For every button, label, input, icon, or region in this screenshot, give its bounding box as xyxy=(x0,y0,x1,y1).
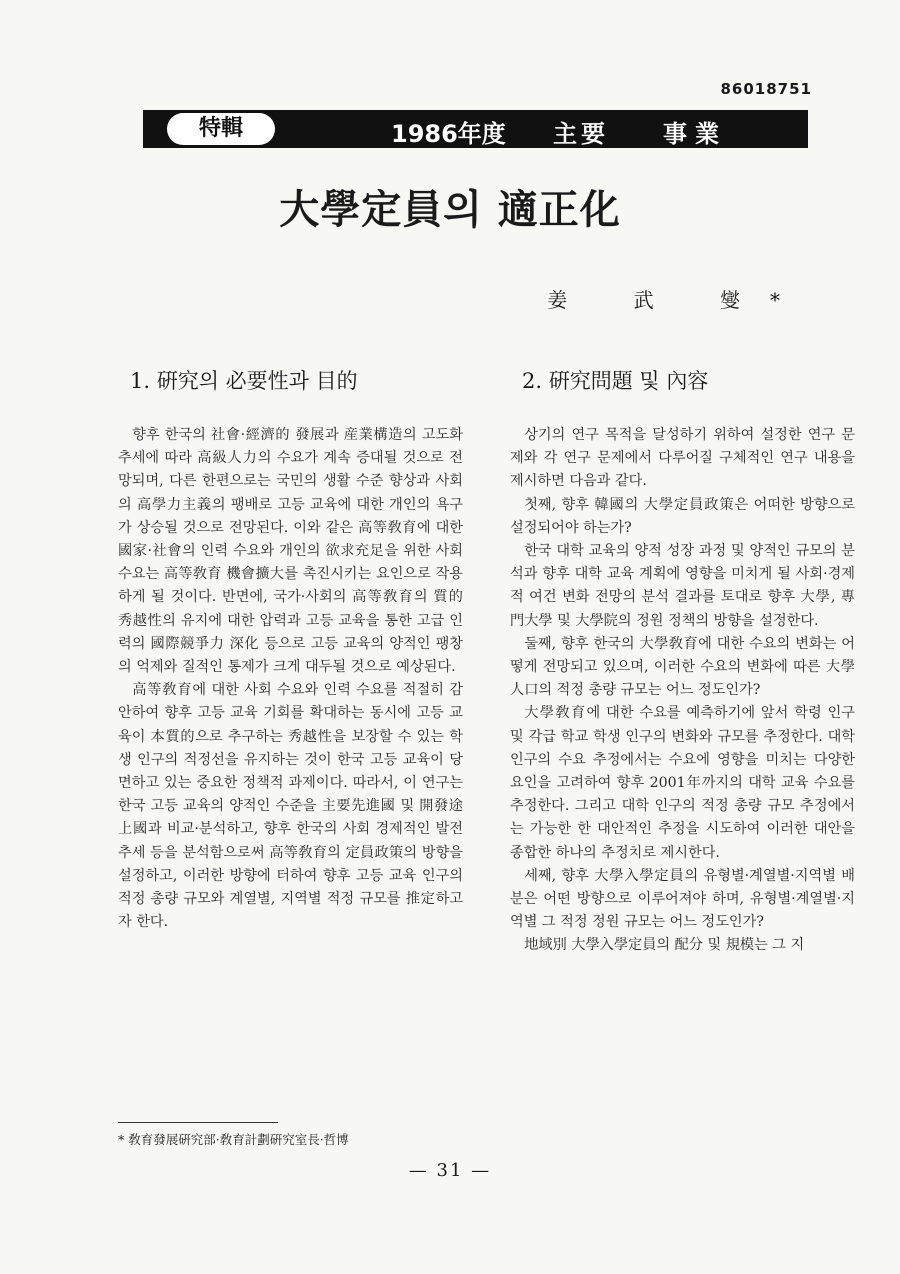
page-number: — 31 — xyxy=(408,1160,492,1181)
section-1-paragraph: 高等敎育에 대한 사회 수요와 인력 수요를 적절히 감안하여 향후 고등 교육 기회를 확대하는 동시에 고등 교육이 本質的으로 추구하는 秀越性을 보장할 수 있는 학생 인구의 적정선을 유지하는 것이 한국 고등 교육이 당면하고 있는 중요한 정책적 과제이다. 따라서, 이 연구는 한국 고등 교육의 양적인 수준을 主要先進國 및 開發途上國과 비교·분석하고, 향후 한국의 사회 경제적인 발전 추세 등을 분석함으로써 高等敎育의 定員政策의 방향을 설정하고, 이러한 방향에 터하여 향후 고등 교육 인구의 적정 총량 규모와 계열별, 지역별 적정 규모를 推定하고자 한다. xyxy=(118,682,463,931)
section-2-paragraph: 세째, 향후 大學入學定員의 유형별·계열별·지역별 배분은 어떤 방향으로 이루어져야 하며, 유형별·계열별·지역별 그 적정 정원 규모는 어느 정도인가? xyxy=(510,867,855,931)
section-2-paragraph: 地域別 大學入學定員의 配分 및 規模는 그 지 xyxy=(524,937,805,954)
footnote-divider xyxy=(118,1122,278,1123)
banner-year: 1986年度 xyxy=(391,120,506,148)
section-2-heading: 2. 硏究問題 및 內容 xyxy=(522,369,709,393)
section-2-paragraph: 첫째, 향후 韓國의 大學定員政策은 어떠한 방향으로 설정되어야 하는가? xyxy=(510,496,855,536)
section-1-heading: 1. 硏究의 必要性과 目的 xyxy=(130,369,358,393)
section-2-column xyxy=(510,360,855,958)
document-id: 86018751 xyxy=(720,80,812,98)
author-footnote: * 敎育發展硏究部·敎育計劃硏究室長·哲博 xyxy=(118,1132,349,1147)
section-1-paragraph: 향후 한국의 社會·經濟的 發展과 産業構造의 고도화 추세에 따라 高級人力의 수요가 계속 증대될 것으로 전망되며, 다른 한편으로는 국민의 생활 수준 향상과 사회의 高學力主義의 팽배로 고등 교육에 대한 개인의 욕구가 상승될 것으로 전망된다. 이와 같은 高等敎育에 대한 國家·社會의 인력 수요와 개인의 欲求充足을 위한 사회 수요는 高等敎育 機會擴大를 촉진시키는 요인으로 작용하게 될 것이다. 반면에, 국가·사회의 高等敎育의 質的 秀越性의 유지에 대한 압력과 고등 교육을 통한 고급 인력의 國際競爭力 深化 등으로 고등 교육의 양적인 팽창의 억제와 질적인 통제가 크게 대두될 것으로 예상된다. xyxy=(118,427,463,676)
section-2-paragraph: 大學敎育에 대한 수요를 예측하기에 앞서 학령 인구 및 각급 학교 학생 인구의 변화와 규모를 추정한다. 대학 인구의 수요 추정에서는 수요에 영향을 미치는 다양한 요인을 고려하여 향후 2001年까지의 대학 교육 수요를 추정한다. 그리고 대학 인구의 적정 총량 규모 추정에서는 가능한 한 대안적인 추정을 시도하여 이러한 대안을 종합한 하나의 추정치로 제시한다. xyxy=(510,705,855,861)
banner-tag: 特輯 xyxy=(167,113,275,145)
section-2-paragraph: 한국 대학 교육의 양적 성장 과정 및 양적인 규모의 분석과 향후 대학 교육 계획에 영향을 미치게 될 사회·경제적 여건 변화 전망의 분석 결과를 토대로 향후 大學, 專門大學 및 大學院의 정원 정책의 방향을 설정한다. xyxy=(510,543,855,629)
banner-word-2: 事業 xyxy=(663,120,727,148)
banner-word-1: 主要 xyxy=(553,120,609,148)
special-issue-banner xyxy=(143,110,808,148)
section-2-paragraph: 상기의 연구 목적을 달성하기 위하여 설정한 연구 문제와 각 연구 문제에서 다루어질 구체적인 연구 내용을 제시하면 다음과 같다. xyxy=(510,427,855,490)
section-1-column xyxy=(118,360,463,934)
section-2-paragraph: 둘째, 향후 한국의 大學敎育에 대한 수요의 변화는 어떻게 전망되고 있으며, 이러한 수요의 변화에 따른 大學人口의 적정 총량 규모는 어느 정도인가? xyxy=(510,635,855,699)
article-title: 大學定員의 適正化 xyxy=(279,186,621,233)
author-name: 姜 武 燮* xyxy=(547,288,810,312)
